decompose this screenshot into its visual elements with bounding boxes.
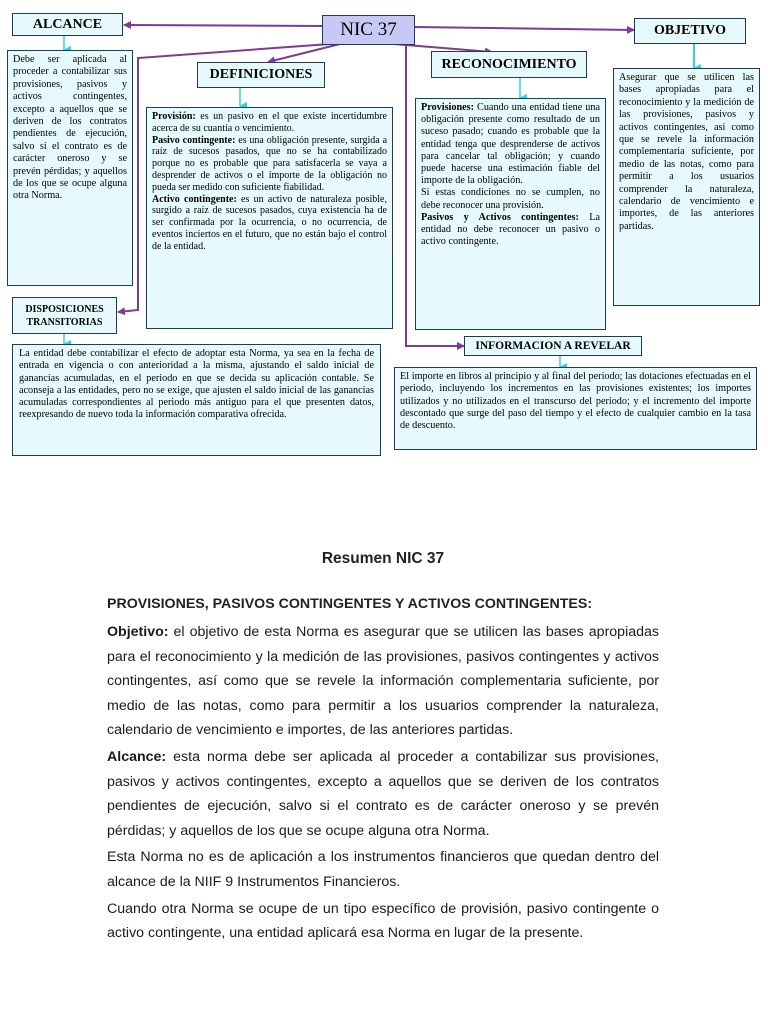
summary-body bbox=[107, 620, 659, 946]
disposiciones-box bbox=[12, 344, 381, 456]
reconocimiento-title: RECONOCIMIENTO bbox=[441, 56, 577, 72]
reconocimiento-contingentes-term: Pasivos y Activos contingentes: bbox=[421, 211, 579, 223]
summary-alcance-text: esta norma debe ser aplicada al proceder a contabilizar sus provisiones, pasivos y activos contingentes, excepto a aquellos que se deriven de los contratos pendientes de ejecución, salvo si el contrato es de carácter oneroso y se prevén pérdidas; y aquellos de los que se ocupe alguna otra Norma. bbox=[107, 748, 659, 839]
summary-title: Resumen NIC 37 bbox=[321, 550, 445, 567]
definiciones-box bbox=[146, 107, 393, 329]
definicion-pasivo-term: Pasivo contingente: bbox=[152, 134, 236, 146]
summary-alcance-label: Alcance: bbox=[107, 748, 167, 765]
definicion-pasivo-contingente bbox=[152, 135, 387, 194]
summary-objetivo-text: el objetivo de esta Norma es asegurar que se utilicen las bases apropiadas para el reconocimiento y la medición de las provisiones, pasivos contingentes y activos contingentes, así como que se revele la información complementaria suficiente, por medio de las notas, como para permitir a los usuarios comprender la naturaleza, calendario de vencimiento e importes, de las anteriores partidas. bbox=[107, 624, 659, 739]
definiciones-title-box bbox=[197, 62, 325, 88]
objetivo-text: Asegurar que se utilicen las bases apropiadas para el reconocimiento y la medición de las provisiones, pasivos y activos contingentes, así como que se revele la información complementaria suficiente, por medio de las notas, como para permitir a los usuarios comprender la naturaleza, calendario de vencimiento e importes, de las anteriores partidas. bbox=[619, 72, 754, 232]
center-title: NIC 37 bbox=[340, 19, 397, 40]
objetivo-title-box bbox=[634, 18, 746, 44]
definicion-activo-contingente bbox=[152, 194, 387, 253]
reconocimiento-provisiones-term: Provisiones: bbox=[421, 102, 475, 113]
informacion-title-box bbox=[464, 336, 642, 356]
reconocimiento-contingentes-text: La entidad no debe reconocer un pasivo o activo contingente. bbox=[421, 211, 600, 248]
definiciones-title: DEFINICIONES bbox=[209, 67, 313, 82]
summary-subtitle: PROVISIONES, PASIVOS CONTINGENTES Y ACTIVOS CONTINGENTES: bbox=[107, 596, 593, 612]
reconocimiento-title-box bbox=[431, 51, 587, 78]
definicion-activo-term: Activo contingente: bbox=[152, 193, 237, 205]
disposiciones-title-box bbox=[12, 297, 117, 334]
summary-alcance bbox=[107, 745, 659, 843]
informacion-text: El importe en libros al principio y al final del periodo; las dotaciones efectuadas en el periodo, incluyendo los incrementos en las provisiones existentes; los importes utilizados y no utilizados en el transcurso del periodo; y el incremento del importe descontado que surge del paso del tiempo y el efecto de cualquier cambio en la tasa de descuento. bbox=[400, 371, 751, 432]
informacion-title: INFORMACION A REVELAR bbox=[475, 340, 631, 352]
disposiciones-text: La entidad debe contabilizar el efecto de adoptar esta Norma, ya sea en la fecha de entrada en vigencia o con anterioridad a la misma, ajustando el saldo inicial de ganancias acumuladas, en el periodo en que se decida su aplicación contable. Se aconseja a las entidades, pero no se exige, que ajusten el saldo inicial de las ganancias acumuladas correspondientes al periodo más antiguo para el que presenten datos, reexpresando de nuevo toda la información comparativa ofrecida. bbox=[19, 348, 374, 421]
reconocimiento-provisiones bbox=[421, 102, 600, 187]
definicion-provision-text: es un pasivo en el que existe incertidumbre acerca de su cuantía o vencimiento. bbox=[152, 111, 387, 134]
center-node bbox=[322, 15, 415, 45]
definicion-activo-text: es un activo de naturaleza posible, surgido a raíz de sucesos pasados, cuya existencia ha de ser confirmada por la ocurrencia, o no ocurrencia, de eventos inciertos en el futuro, que no están bajo el control de la entidad. bbox=[152, 193, 387, 252]
reconocimiento-box bbox=[415, 98, 606, 330]
summary-otra-norma: Cuando otra Norma se ocupe de un tipo específico de provisión, pasivo contingente o activo contingente, una entidad aplicará esa Norma en lugar de la presente. bbox=[107, 900, 659, 942]
summary-section bbox=[107, 550, 659, 946]
reconocimiento-provisiones-text: Cuando una entidad tiene una obligación presente como resultado de un suceso pasado; cuando es probable que la entidad tenga que desprenderse de activos para cancelar tal obligación; y cuando puede hacerse una estimación fiable del importe de la obligación. bbox=[421, 102, 600, 187]
disposiciones-title-line1: DISPOSICIONES bbox=[25, 303, 104, 315]
reconocimiento-contingentes bbox=[421, 212, 600, 249]
definicion-provision bbox=[152, 111, 387, 135]
alcance-title: ALCANCE bbox=[32, 16, 103, 32]
alcance-text: Debe ser aplicada al proceder a contabilizar sus provisiones, pasivos y activos contingentes, excepto a aquellos que se deriven de los contratos pendientes de ejecución, salvo si el contrato es de carácter oneroso y se prevén pérdidas; y aquellos de los que se ocupe alguna otra Norma. bbox=[13, 54, 127, 202]
objetivo-title: OBJETIVO bbox=[653, 23, 727, 38]
alcance-title-box bbox=[12, 13, 123, 36]
summary-objetivo bbox=[107, 620, 659, 743]
disposiciones-title-line2: TRANSITORIAS bbox=[26, 316, 103, 328]
summary-objetivo-label: Objetivo: bbox=[107, 624, 169, 640]
objetivo-box bbox=[613, 68, 760, 306]
summary-niif9: Esta Norma no es de aplicación a los instrumentos financieros que quedan dentro del alcance de la NIIF 9 Instrumentos Financieros. bbox=[107, 849, 659, 890]
alcance-box bbox=[7, 50, 133, 286]
definicion-provision-term: Provisión: bbox=[152, 111, 196, 122]
reconocimiento-condiciones: Si estas condiciones no se cumplen, no debe reconocer una provisión. bbox=[421, 187, 600, 211]
informacion-box bbox=[394, 367, 757, 450]
definicion-pasivo-text: es una obligación presente, surgida a raíz de sucesos pasados, que no se ha contabilizado porque no es probable que para satisfacerla se vaya a desprender de activos o el importe de la obligación no pueda ser medido con suficiente fiabilidad. bbox=[152, 134, 388, 193]
